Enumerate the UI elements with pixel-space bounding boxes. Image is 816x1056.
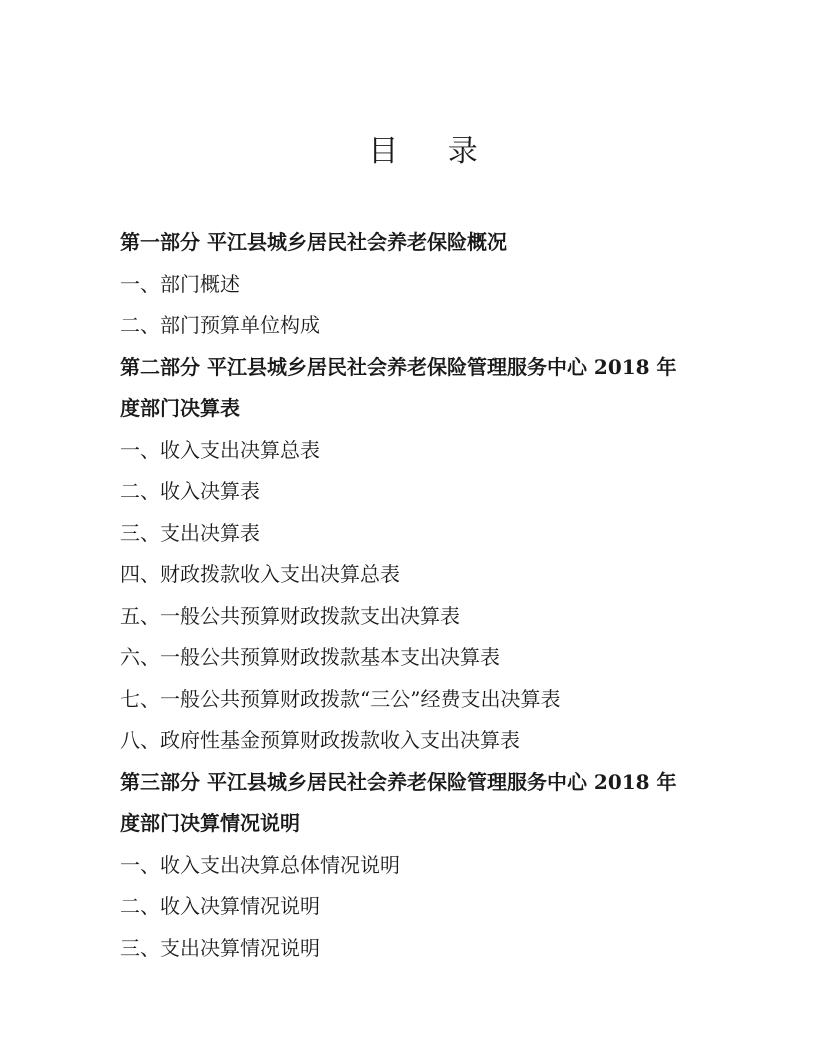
toc-item[interactable]: 五、一般公共预算财政拨款支出决算表 (120, 603, 460, 628)
toc-item[interactable]: 一、收入支出决算总表 (120, 437, 320, 462)
page-title: 目 录 (368, 134, 498, 169)
toc-part-3-heading-cont[interactable]: 度部门决算情况说明 (120, 811, 300, 835)
toc-item[interactable]: 二、部门预算单位构成 (120, 313, 320, 337)
toc-item[interactable]: 一、收入支出决算总体情况说明 (120, 852, 400, 877)
toc-part-2-heading-cont[interactable]: 度部门决算表 (120, 396, 240, 420)
toc-part-2-heading[interactable]: 第二部分 平江县城乡居民社会养老保险管理服务中心 2018 年 (120, 354, 677, 379)
toc-item[interactable]: 三、支出决算情况说明 (120, 935, 320, 960)
toc-item[interactable]: 七、一般公共预算财政拨款“三公”经费支出决算表 (120, 686, 561, 711)
toc-item[interactable]: 四、财政拨款收入支出决算总表 (120, 562, 400, 586)
toc-item[interactable]: 三、支出决算表 (120, 520, 260, 545)
table-of-contents (120, 222, 740, 969)
toc-item[interactable]: 二、收入决算表 (120, 479, 260, 503)
toc-item[interactable]: 一、部门概述 (120, 271, 240, 296)
toc-part-1-heading[interactable]: 第一部分 平江县城乡居民社会养老保险概况 (120, 230, 507, 254)
toc-item[interactable]: 六、一般公共预算财政拨款基本支出决算表 (120, 645, 500, 669)
toc-item[interactable]: 二、收入决算情况说明 (120, 894, 320, 918)
toc-part-3-heading[interactable]: 第三部分 平江县城乡居民社会养老保险管理服务中心 2018 年 (120, 769, 677, 794)
toc-item[interactable]: 八、政府性基金预算财政拨款收入支出决算表 (120, 728, 520, 752)
